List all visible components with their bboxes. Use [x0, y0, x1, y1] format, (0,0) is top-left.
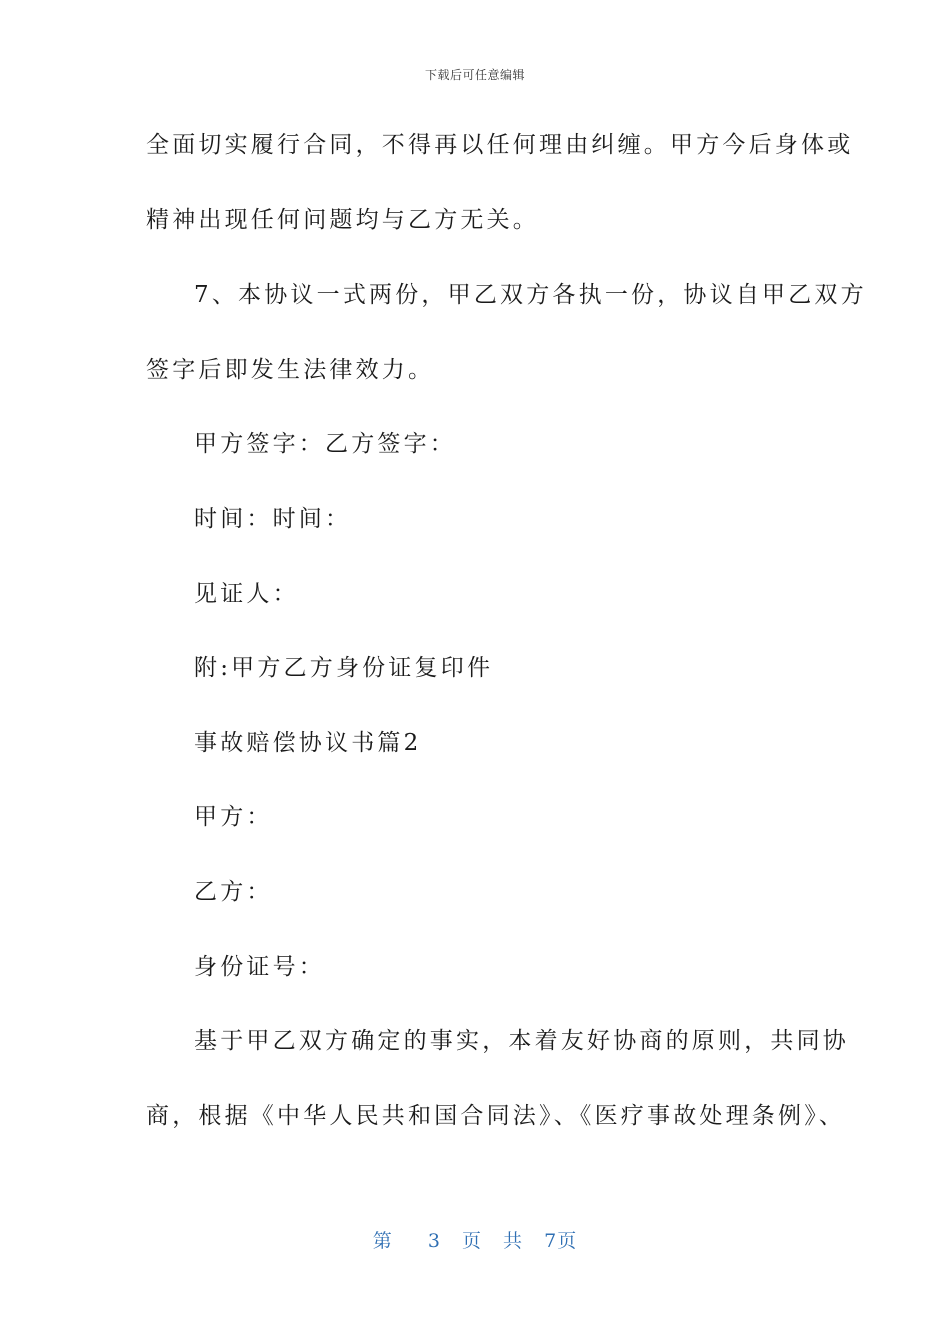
paragraph-line: 7、本协议一式两份，甲乙双方各执一份，协议自甲乙双方 — [194, 282, 867, 308]
page-footer — [0, 1226, 950, 1253]
paragraph-line: 签字后即发生法律效力。 — [146, 357, 435, 383]
footer-label-di: 第 — [372, 1230, 393, 1252]
paragraph-line: 基于甲乙双方确定的事实，本着友好协商的原则，共同协 — [194, 1028, 849, 1054]
footer-label-gong: 共 — [503, 1230, 524, 1252]
section-title: 事故赔偿协议书篇2 — [194, 730, 422, 756]
party-b-line: 乙方： — [194, 879, 273, 905]
total-pages: 7页 — [544, 1230, 578, 1252]
signature-line: 甲方签字：乙方签字： — [194, 431, 456, 457]
id-number-line: 身份证号： — [194, 954, 325, 980]
paragraph-line: 全面切实履行合同，不得再以任何理由纠缠。甲方今后身体或 — [146, 132, 854, 158]
paragraph-line: 商，根据《中华人民共和国合同法》、《医疗事故处理条例》、 — [146, 1103, 846, 1129]
paragraph-line: 精神出现任何问题均与乙方无关。 — [146, 207, 539, 233]
attachment-line: 附:甲方乙方身份证复印件 — [194, 655, 494, 681]
party-a-line: 甲方： — [194, 804, 273, 830]
witness-line: 见证人： — [194, 581, 299, 607]
date-line: 时间：时间： — [194, 506, 352, 532]
current-page-number: 3 — [427, 1230, 441, 1252]
footer-label-ye: 页 — [461, 1230, 482, 1252]
page-header-note: 下载后可任意编辑 — [424, 68, 525, 82]
